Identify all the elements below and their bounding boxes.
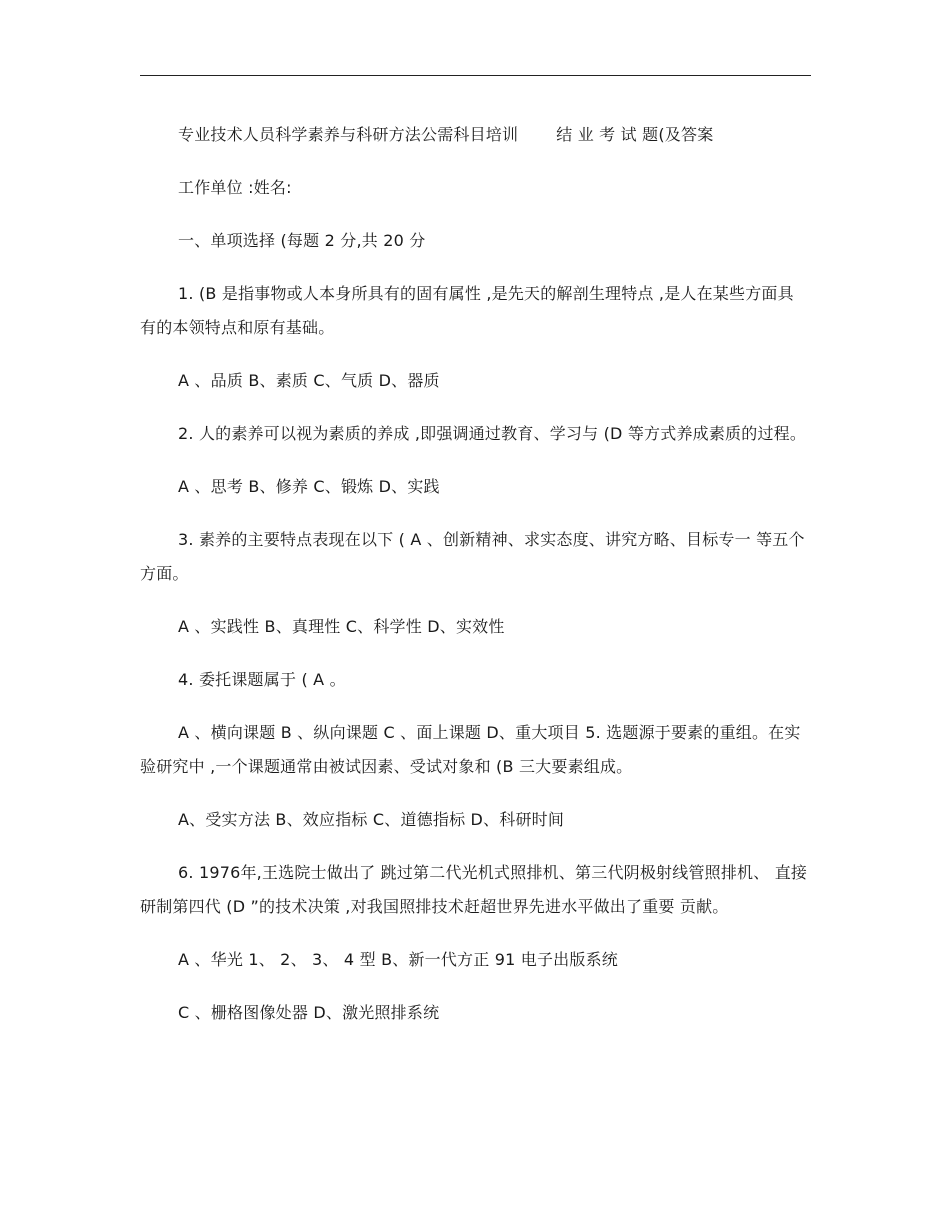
question-6-stem: 6. 1976年,王选院士做出了 跳过第二代光机式照排机、第三代阴极射线管照排机、 直接研制第四代 (D ”的技术决策 ,对我国照排技术赶超世界先进水平做出了重要 贡献。 [140, 863, 808, 916]
work-unit-line: 工作单位 :姓名: [178, 178, 292, 197]
question-5-options: A、受实方法 B、效应指标 C、道德指标 D、科研时间 [178, 810, 565, 829]
question-6-options-line-2: C 、栅格图像处器 D、激光照排系统 [178, 1003, 440, 1022]
question-1-stem: 1. (B 是指事物或人本身所具有的固有属性 ,是先天的解剖生理特点 ,是人在某些方面具有的本领特点和原有基础。 [140, 284, 794, 337]
question-6-options-line-1: A 、华光 1、 2、 3、 4 型 B、新一代方正 91 电子出版系统 [178, 950, 618, 969]
title-main: 专业技术人员科学素养与科研方法公需科目培训 [178, 125, 519, 144]
question-1-options: A 、品质 B、素质 C、气质 D、器质 [178, 371, 440, 390]
title-tail: 结 业 考 试 题(及答案 [556, 125, 714, 144]
document-body [140, 118, 808, 1049]
question-3-options: A 、实践性 B、真理性 C、科学性 D、实效性 [178, 617, 505, 636]
section-heading: 一、单项选择 (每题 2 分,共 20 分 [178, 231, 426, 250]
question-4-options-and-question-5-stem: A 、横向课题 B 、纵向课题 C 、面上课题 D、重大项目 5. 选题源于要素的重组。在实验研究中 ,一个课题通常由被试因素、受试对象和 (B 三大要素组成。 [140, 723, 801, 776]
question-2-options: A 、思考 B、修养 C、锻炼 D、实践 [178, 477, 440, 496]
header-rule [140, 75, 811, 76]
document-title [140, 118, 808, 152]
question-4-stem: 4. 委托课题属于 ( A 。 [178, 670, 346, 689]
question-3-stem: 3. 素养的主要特点表现在以下 ( A 、创新精神、求实态度、讲究方略、目标专一 等五个方面。 [140, 530, 805, 583]
question-2-stem: 2. 人的素养可以视为素质的养成 ,即强调通过教育、学习与 (D 等方式养成素质的过程。 [178, 424, 807, 443]
